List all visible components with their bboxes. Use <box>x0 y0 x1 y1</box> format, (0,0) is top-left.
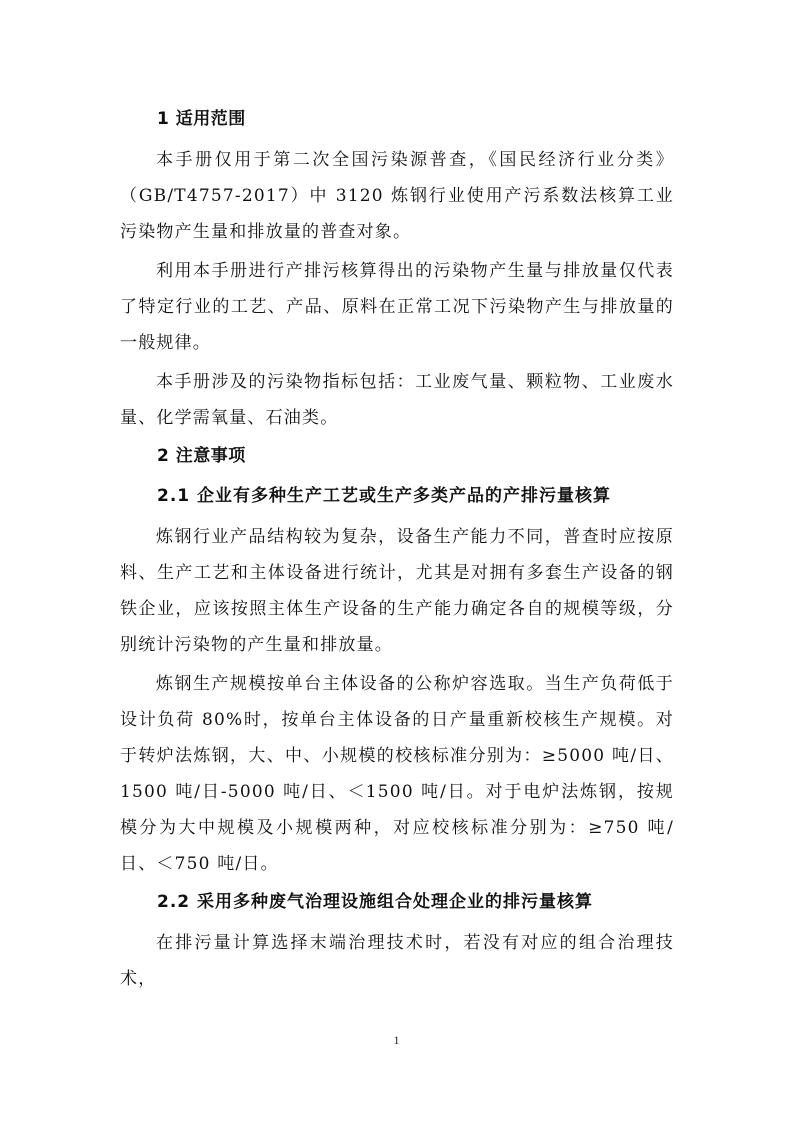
paragraph-scope-applicability: 本手册仅用于第二次全国污染源普查，《国民经济行业分类》（GB/T4757-2017）中 3120 炼钢行业使用产污系数法核算工业污染物产生量和排放量的普查对象。 <box>120 150 674 242</box>
section-heading-scope: 1 适用范围 <box>157 109 246 129</box>
subsection-heading-combined-treatment: 2.2 采用多种废气治理设施组合处理企业的排污量核算 <box>157 892 594 912</box>
paragraph-production-scale: 炼钢生产规模按单台主体设备的公称炉容选取。当生产负荷低于设计负荷 80%时，按单台主体设备的日产量重新校核生产规模。对于转炉法炼钢，大、中、小规模的校核标准分别为：≥5000 吨/日、1500 吨/日-5000 吨/日、＜1500 吨/日。对于电炉法炼钢，按规模分为大中规模及小规模两种，对应校核标准分别为：≥750 吨/日、＜750 吨/日。 <box>120 674 674 874</box>
section-heading-notes: 2 注意事项 <box>157 446 246 466</box>
page-body <box>120 102 674 1000</box>
subsection-heading-multiple-processes: 2.1 企业有多种生产工艺或生产多类产品的产排污量核算 <box>157 486 612 506</box>
paragraph-product-structure: 炼钢行业产品结构较为复杂，设备生产能力不同，普查时应按原料、生产工艺和主体设备进行统计，尤其是对拥有多套生产设备的钢铁企业，应该按照主体生产设备的生产能力确定各自的规模等级，分别统计污染物的产生量和排放量。 <box>120 527 674 655</box>
paragraph-end-treatment: 在排污量计算选择末端治理技术时，若没有对应的组合治理技术， <box>120 933 674 989</box>
paragraph-scope-meaning: 利用本手册进行产排污核算得出的污染物产生量与排放量仅代表了特定行业的工艺、产品、原料在正常工况下污染物产生与排放量的一般规律。 <box>120 261 674 353</box>
page-number: 1 <box>393 1033 400 1047</box>
paragraph-scope-indicators: 本手册涉及的污染物指标包括：工业废气量、颗粒物、工业废水量、化学需氧量、石油类。 <box>120 372 674 428</box>
